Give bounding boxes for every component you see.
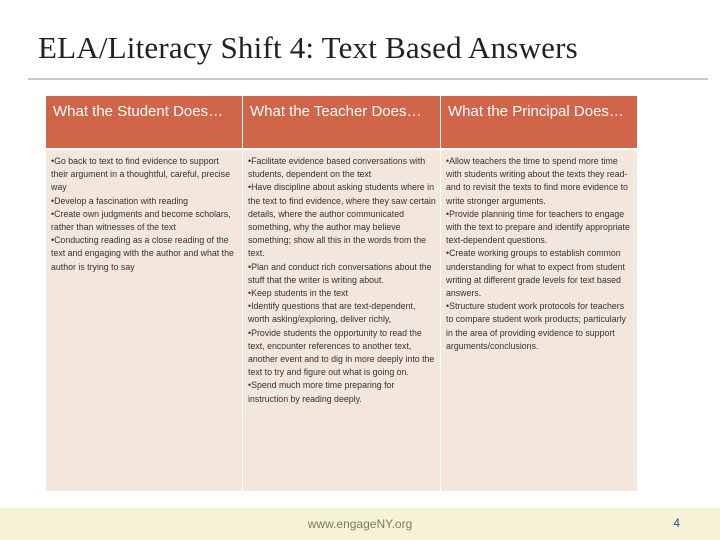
- teacher-column: [243, 96, 440, 491]
- header-student: What the Student Does…: [46, 96, 242, 150]
- page-number: 4: [673, 516, 680, 530]
- header-teacher: What the Teacher Does…: [243, 96, 440, 150]
- student-item: •Conducting reading as a close reading of the text and engaging with the author and what the author is trying to say: [51, 235, 234, 272]
- teacher-item: •Plan and conduct rich conversations about the stuff that the writer is writing about.: [248, 261, 432, 285]
- student-item: •Go back to text to find evidence to support their argument in a thoughtful, careful, precise way: [51, 156, 230, 193]
- student-item: •Develop a fascination with reading: [51, 195, 189, 206]
- principal-item: •Structure student work protocols for teachers to compare student work products; particularly in the area of providing evidence to support arguments/conclusions.: [446, 301, 626, 351]
- title-divider: [28, 78, 708, 80]
- teacher-cell: [243, 150, 440, 491]
- teacher-item: •Have discipline about asking students where in the text to find evidence, where they saw certain details, where the author communicated something, why the author may believe something; show all this in the words from the text.: [248, 182, 436, 259]
- teacher-item: •Keep students in the text: [248, 288, 348, 299]
- student-column: [46, 96, 242, 491]
- comparison-table: [46, 96, 637, 491]
- teacher-item: •Spend much more time preparing for instruction by reading deeply.: [248, 380, 395, 404]
- principal-column: [441, 96, 637, 491]
- principal-item: •Provide planning time for teachers to engage with the text to prepare and identify appropriate text-dependent questions.: [446, 208, 630, 246]
- principal-item: •Allow teachers the time to spend more time with students writing about the texts they read- and to revisit the texts to find more evidence to write stronger arguments.: [446, 156, 628, 206]
- header-principal: What the Principal Does…: [441, 96, 637, 150]
- slide-title: ELA/Literacy Shift 4: Text Based Answers: [38, 30, 578, 65]
- teacher-item: •Facilitate evidence based conversations with students, dependent on the text: [248, 156, 426, 180]
- footer-url: www.engageNY.org: [307, 517, 413, 531]
- student-item: •Create own judgments and become scholars, rather than witnesses of the text: [51, 208, 231, 233]
- footer-bar: [0, 508, 720, 540]
- principal-cell: [441, 150, 637, 491]
- student-cell: [46, 150, 242, 491]
- teacher-item: •Provide students the opportunity to read the text, encounter references to another text, another event and to dig in more deeply into the text to try and figure out what is going on.: [248, 327, 435, 378]
- principal-item: •Create working groups to establish common understanding for what to expect from student writing at different grade levels for text based answers.: [446, 248, 625, 299]
- teacher-item: •Identify questions that are text-dependent, worth asking/exploring, deliver richly,: [248, 301, 416, 325]
